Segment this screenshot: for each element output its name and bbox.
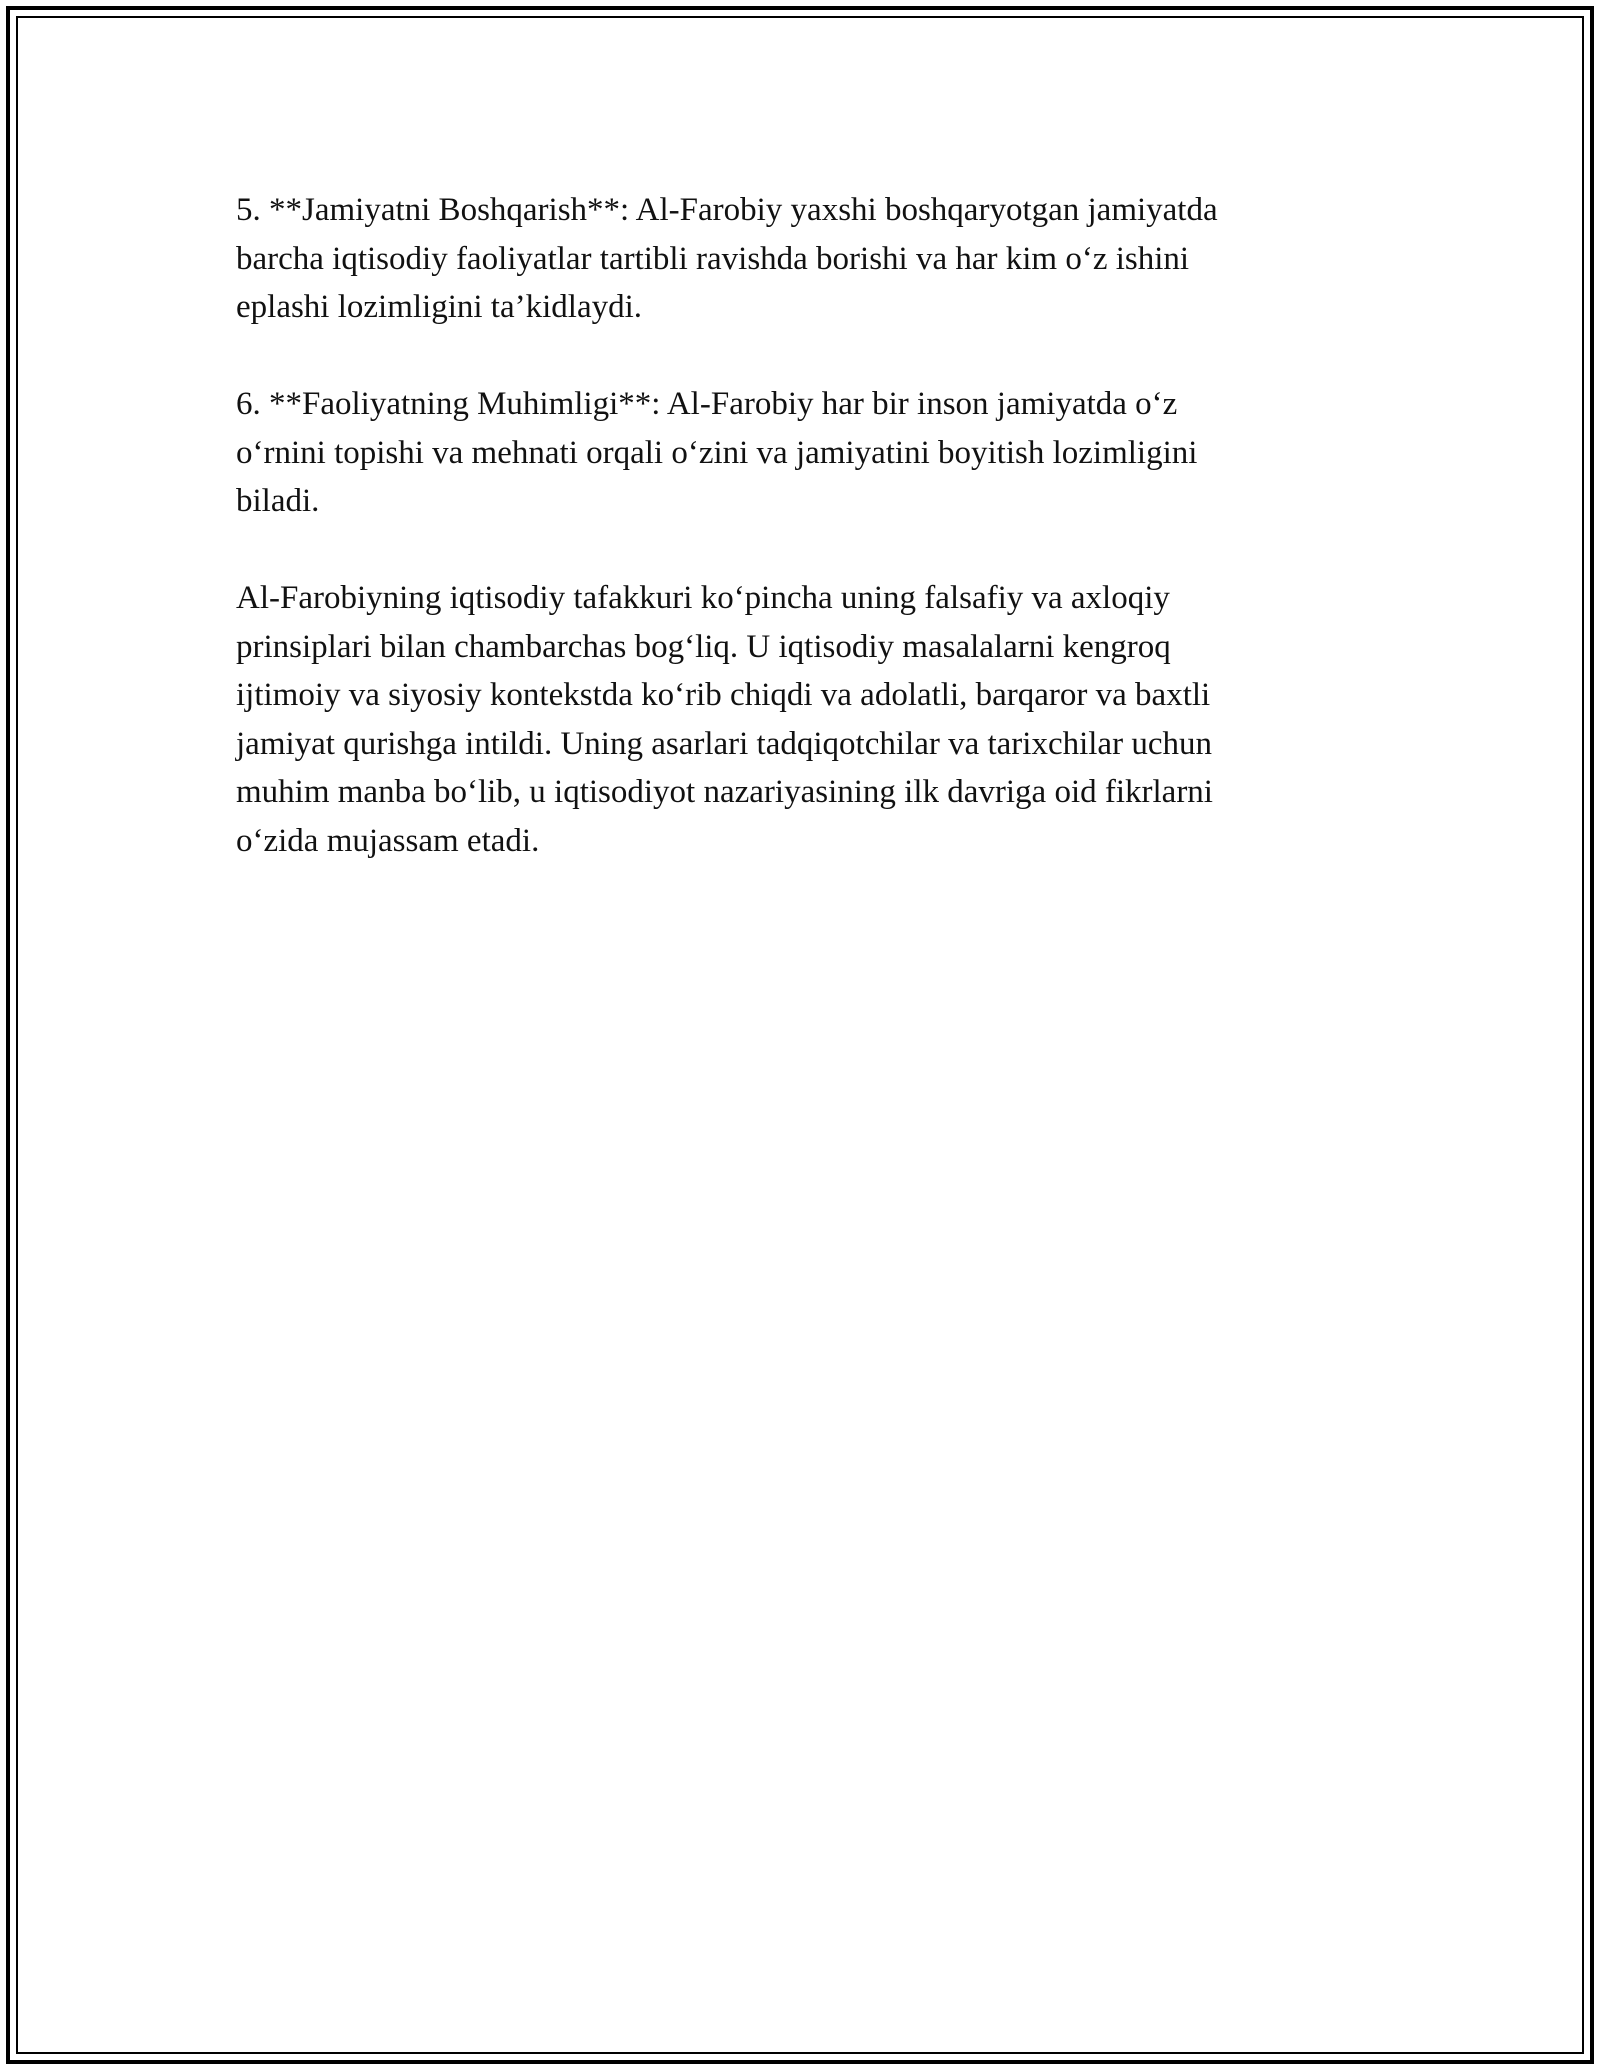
paragraph-conclusion [236, 574, 1356, 865]
paragraph-jamiyatni-boshqarish [236, 186, 1356, 332]
text-line: 5. **Jamiyatni Boshqarish**: Al-Farobiy yaxshi boshqaryotgan jamiyatda [236, 192, 1218, 228]
text-line: Al-Farobiyning iqtisodiy tafakkuri ko‘pincha uning falsafiy va axloqiy [236, 580, 1170, 616]
text-line: prinsiplari bilan chambarchas bog‘liq. U iqtisodiy masalalarni kengroq [236, 628, 1171, 665]
text-line: o‘rnini topishi va mehnati orqali o‘zini va jamiyatini boyitish lozimligini [236, 434, 1198, 471]
text-line: barcha iqtisodiy faoliyatlar tartibli ravishda borishi va har kim o‘z ishini [236, 240, 1190, 277]
text-line: ijtimoiy va siyosiy kontekstda ko‘rib chiqdi va adolatli, barqaror va baxtli [236, 677, 1211, 713]
paragraph-faoliyatning-muhimligi [236, 380, 1356, 526]
document-body [236, 186, 1356, 914]
text-line: eplashi lozimligini ta’kidlaydi. [236, 289, 643, 325]
text-line: o‘zida mujassam etadi. [236, 822, 540, 859]
text-line: 6. **Faoliyatning Muhimligi**: Al-Farobiy har bir inson jamiyatda o‘z [236, 386, 1178, 422]
text-line: jamiyat qurishga intildi. Uning asarlari tadqiqotchilar va tarixchilar uchun [236, 725, 1212, 762]
text-line: muhim manba bo‘lib, u iqtisodiyot nazariyasining ilk davriga oid fikrlarni [236, 774, 1213, 810]
text-line: biladi. [236, 483, 320, 519]
